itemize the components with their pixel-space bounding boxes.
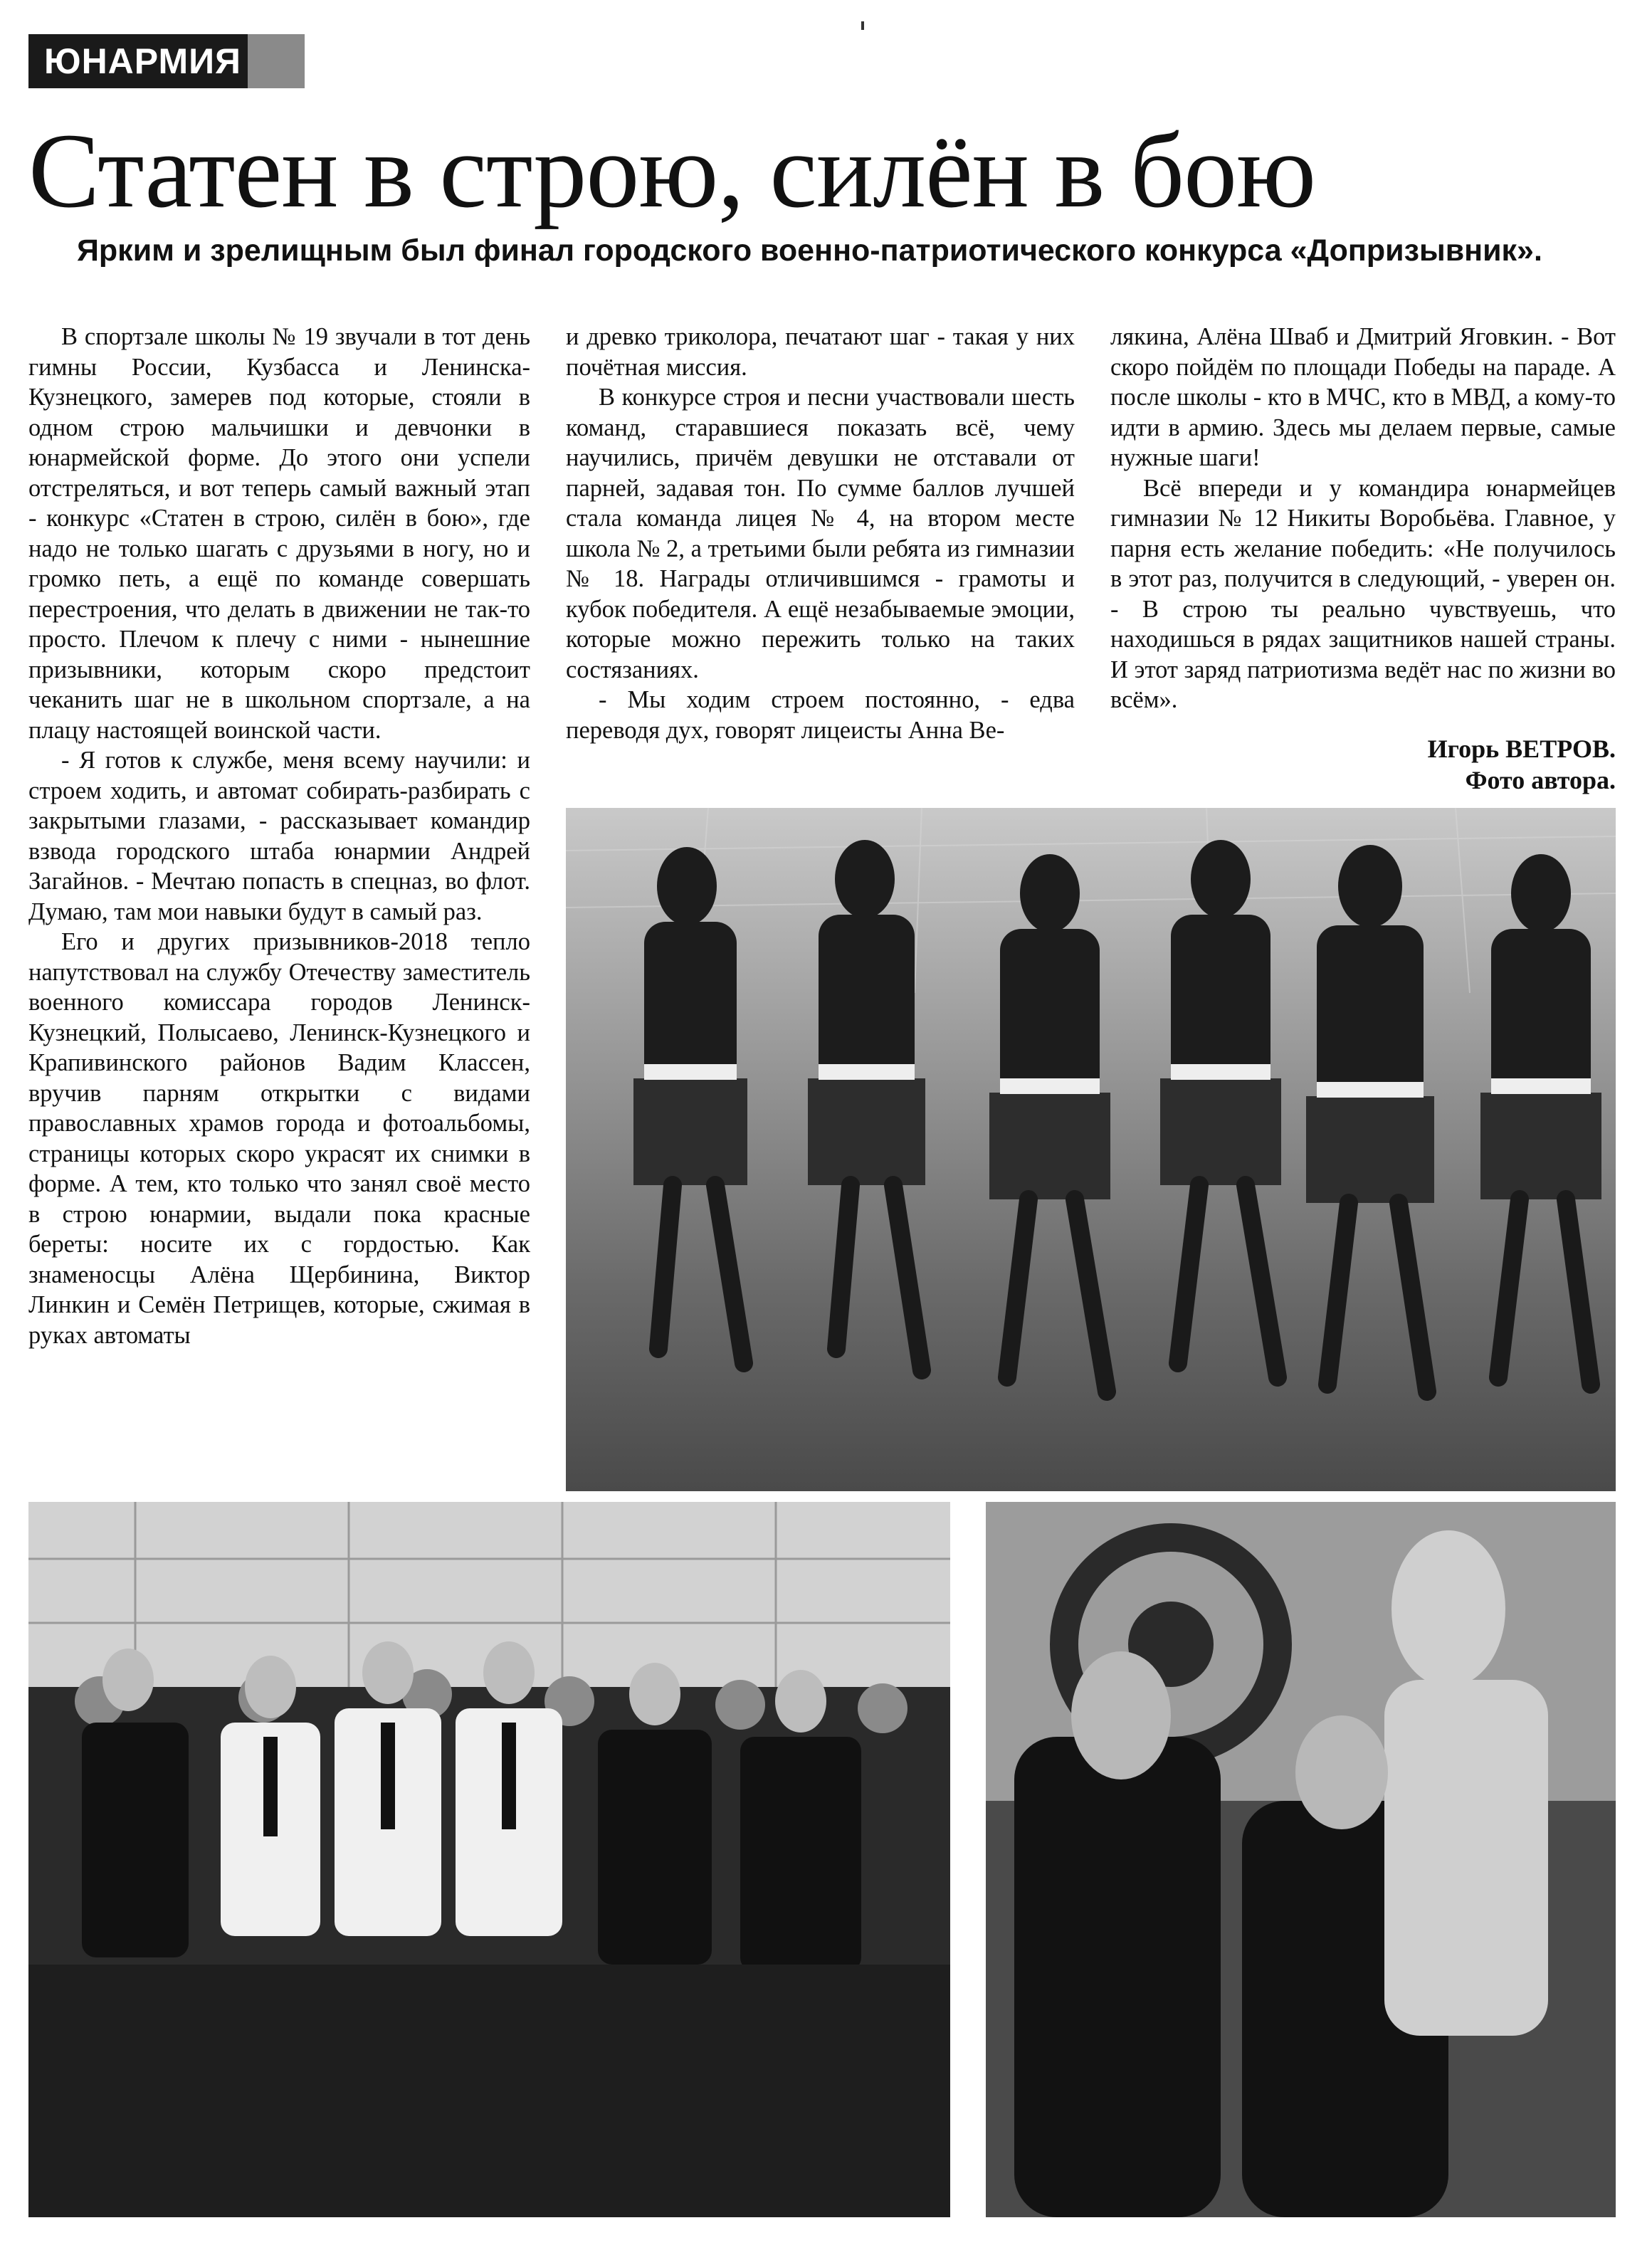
paragraph: лякина, Алёна Шваб и Дмитрий Яговкин. - Вот скоро пойдём по площади Победы на параде. А после школы - кто в МЧС, кто в МВД, а кому-то идти в армию. Здесь мы делаем первые, самые нужные шаги! bbox=[1110, 323, 1616, 471]
paragraph: Его и других призывников-2018 тепло напутствовал на службу Отечеству заместитель военного комиссара городов Ленинск-Кузнецкий, Полысаево, Ленинск-Кузнецкого и Крапивинского районов Вадим Классен, вручив парням открытки с видами православных храмов города и фотоальбомы, страницы которых скоро украсят их снимки в форме. А тем, кто только что занял своё место в строю юнармии, выдали пока красные береты: носите их с гордостью. Как знаменосцы Алёна Щербинина, Виктор Линкин и Семён Петрищев, которые, сжимая в руках автоматы bbox=[28, 928, 530, 1349]
author-name: Игорь ВЕТРОВ. bbox=[1427, 735, 1616, 763]
paragraph: и древко триколора, печатают шаг - такая у них почётная миссия. bbox=[566, 323, 1075, 381]
rubric-label: ЮНАРМИЯ bbox=[28, 34, 257, 88]
print-speck bbox=[861, 21, 864, 30]
photo-marching-girls bbox=[566, 808, 1616, 1491]
paragraph: - Мы ходим строем постоянно, - едва переводя дух, говорят лицеисты Анна Ве- bbox=[566, 686, 1075, 744]
text-column-2 bbox=[566, 322, 1075, 745]
paragraph: - Я готов к службе, меня всему научили: и строем ходить, и автомат собирать-разбирать с закрытыми глазами, - рассказывает командир взвода городского штаба юнармии Андрей Загайнов. - Мечтаю попасть в спецназ, во флот. Думаю, там мои навыки будут в самый раз. bbox=[28, 747, 530, 925]
photo-award-ceremony bbox=[986, 1502, 1616, 2217]
rubric-decoration bbox=[248, 34, 305, 88]
byline bbox=[1110, 733, 1616, 796]
lead-paragraph: Ярким и зрелищным был финал городского военно-патриотического конкурса «Допризывник». bbox=[77, 233, 1542, 268]
paragraph: В конкурсе строя и песни участвовали шесть команд, старавшиеся показать всё, чему научились, причём девушки не отставали от парней, задавая тон. По сумме баллов лучшей стала команда лицея № 4, на втором месте школа № 2, а третьими были ребята из гимназии № 18. Награды отличившимся - грамоты и кубок победителя. А ещё незабываемые эмоции, которые можно пережить только на таких состязаниях. bbox=[566, 384, 1075, 683]
text-column-3 bbox=[1110, 322, 1616, 715]
photo-credit: Фото автора. bbox=[1465, 766, 1616, 794]
text-column-1 bbox=[28, 322, 530, 1350]
photo-cadets-line bbox=[28, 1502, 950, 2217]
headline: Статен в строю, силён в бою bbox=[28, 112, 1316, 230]
paragraph: В спортзале школы № 19 звучали в тот день гимны России, Кузбасса и Ленинска-Кузнецкого, замерев под которые, стояли в одном строю мальчишки и девчонки в юнармейской форме. До этого они успели отстреляться, и вот теперь самый важный этап - конкурс «Статен в строю, силён в бою», где надо не только шагать с друзьями в ногу, но и громко петь, а ещё по команде совершать перестроения, что делать в движении не так-то просто. Плечом к плечу с ними - нынешние призывники, которым скоро предстоит чеканить шаг не в школьном спортзале, а на плацу настоящей воинской части. bbox=[28, 323, 530, 744]
paragraph: Всё впереди и у командира юнармейцев гимназии № 12 Никиты Воробьёва. Главное, у парня есть желание победить: «Не получилось в этот раз, получится в следующий, - уверен он. - В строю ты реально чувствуешь, что находишься в рядах защитников нашей страны. И этот заряд патриотизма ведёт нас по жизни во всём». bbox=[1110, 474, 1616, 713]
